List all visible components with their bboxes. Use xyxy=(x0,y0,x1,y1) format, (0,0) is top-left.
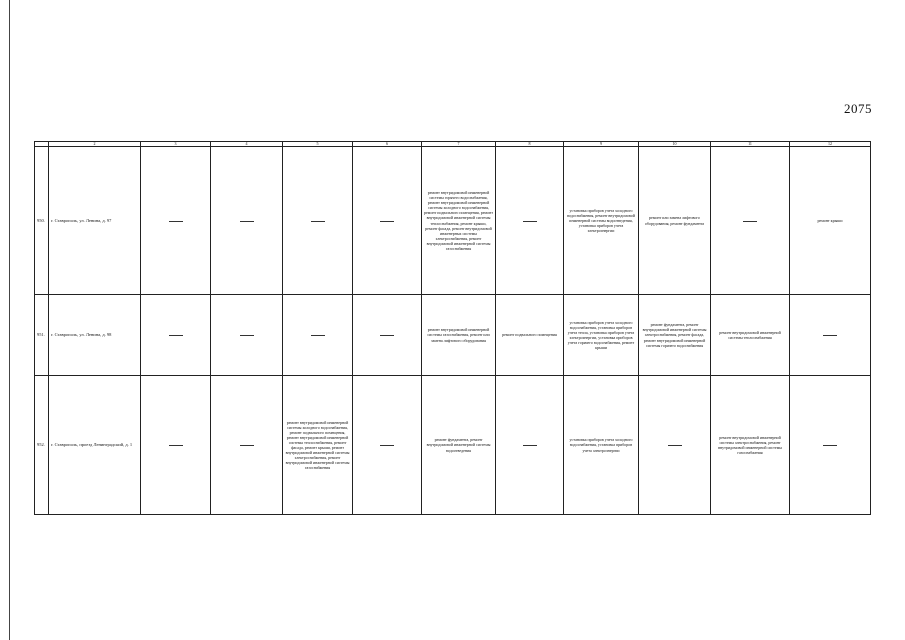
work-type-cell: ремонт фундамента, ремонт внутридомовой инженерной системы электроснабжения, ремонт фасада, ремонт внутридомовой инженерной системы горячего водоснабжения xyxy=(639,295,711,376)
empty-dash-cell xyxy=(211,147,283,295)
work-type-cell: ремонт крыши xyxy=(790,147,871,295)
dash-mark xyxy=(523,221,537,222)
column-number-cell: 7 xyxy=(422,142,496,147)
row-number: 950. xyxy=(35,147,49,295)
column-number-cell: 12 xyxy=(790,142,871,147)
dash-mark xyxy=(743,221,757,222)
dash-mark xyxy=(240,221,254,222)
dash-mark xyxy=(380,445,394,446)
dash-mark xyxy=(668,445,682,446)
table-row xyxy=(35,147,871,295)
work-type-cell: установка приборов учета холодного водоснабжения, ремонт внутридомовой инженерной системы водоотведения, установка приборов учета электроэнергии xyxy=(564,147,639,295)
work-type-cell: ремонт или замена лифтового оборудования, ремонт фундамента xyxy=(639,147,711,295)
empty-dash-cell xyxy=(496,376,564,515)
work-type-cell: установка приборов учета холодного водоснабжения, установка приборов учета электроэнергии xyxy=(564,376,639,515)
dash-mark xyxy=(240,335,254,336)
empty-dash-cell xyxy=(790,376,871,515)
work-type-cell: установка приборов учета холодного водоснабжения, установка приборов учета тепла, установка приборов учета электроэнергии, установка приборов учета горячего водоснабжения, ремонт крыши xyxy=(564,295,639,376)
work-type-cell: ремонт внутридомовой инженерной системы горячего водоснабжения, ремонт внутридомовой инженерной системы холодного водоснабжения, ремонт подвального помещения, ремонт внутридомовой инженерной системы теплоснабжения, ремонт крыши, ремонт фасада, ремонт внутридомовой инженерных системы электроснабжения, ремонт внутридомовой инженерной системы газоснабжения xyxy=(422,147,496,295)
column-number-cell: 10 xyxy=(639,142,711,147)
empty-dash-cell xyxy=(141,147,211,295)
work-type-cell: ремонт внутридомовой инженерной системы газоснабжения, ремонт или замена лифтового оборудования xyxy=(422,295,496,376)
dash-mark xyxy=(311,221,325,222)
address-cell: г. Ставрополь, ул. Ленина, д. 97 xyxy=(49,147,141,295)
table-row xyxy=(35,376,871,515)
address-cell: г. Ставрополь, ул. Ленина, д. 98 xyxy=(49,295,141,376)
work-type-cell: ремонт фундамента, ремонт внутридомовой инженерной системы водоотведения xyxy=(422,376,496,515)
empty-dash-cell xyxy=(353,147,422,295)
dash-mark xyxy=(169,445,183,446)
page-number: 2075 xyxy=(844,101,872,116)
column-number-cell: 5 xyxy=(283,142,353,147)
row-number: 951. xyxy=(35,295,49,376)
scan-margin-line xyxy=(9,0,10,640)
dash-mark xyxy=(823,335,837,336)
dash-mark xyxy=(523,445,537,446)
empty-dash-cell xyxy=(141,295,211,376)
empty-dash-cell xyxy=(211,295,283,376)
table-row xyxy=(35,295,871,376)
dash-mark xyxy=(823,445,837,446)
empty-dash-cell xyxy=(283,147,353,295)
work-type-cell: ремонт подвального помещения xyxy=(496,295,564,376)
work-type-cell: ремонт внутридомовой инженерной системы теплоснабжения xyxy=(711,295,790,376)
empty-dash-cell xyxy=(283,295,353,376)
dash-mark xyxy=(380,221,394,222)
empty-dash-cell xyxy=(496,147,564,295)
work-type-cell: ремонт внутридомовой инженерной системы электроснабжения, ремонт внутридомовой инженерной системы газоснабжения xyxy=(711,376,790,515)
empty-dash-cell xyxy=(211,376,283,515)
dash-mark xyxy=(169,335,183,336)
work-type-cell: ремонт внутридомовой инженерной системы холодного водоснабжения, ремонт подвального помещения, ремонт внутридомовой инженерной системы теплоснабжения, ремонт фасада, ремонт крыши, ремонт внутридомовой инженерной системы электроснабжения, ремонт внутридомовой инженерной системы газоснабжения xyxy=(283,376,353,515)
column-number-cell: 2 xyxy=(49,142,141,147)
address-cell: г. Ставрополь, проезд Ленинградский, д. 1 xyxy=(49,376,141,515)
dash-mark xyxy=(311,335,325,336)
dash-mark xyxy=(240,445,254,446)
column-number-cell: 9 xyxy=(564,142,639,147)
column-number-cell: 8 xyxy=(496,142,564,147)
dash-mark xyxy=(169,221,183,222)
empty-dash-cell xyxy=(639,376,711,515)
column-number-cell: 3 xyxy=(141,142,211,147)
table-body xyxy=(35,142,871,515)
empty-dash-cell xyxy=(353,295,422,376)
column-number-cell: 11 xyxy=(711,142,790,147)
repair-schedule-table xyxy=(34,141,871,515)
dash-mark xyxy=(380,335,394,336)
column-number-cell: 4 xyxy=(211,142,283,147)
empty-dash-cell xyxy=(141,376,211,515)
empty-dash-cell xyxy=(790,295,871,376)
empty-dash-cell xyxy=(711,147,790,295)
column-number-cell: 6 xyxy=(353,142,422,147)
row-number: 952. xyxy=(35,376,49,515)
empty-dash-cell xyxy=(353,376,422,515)
